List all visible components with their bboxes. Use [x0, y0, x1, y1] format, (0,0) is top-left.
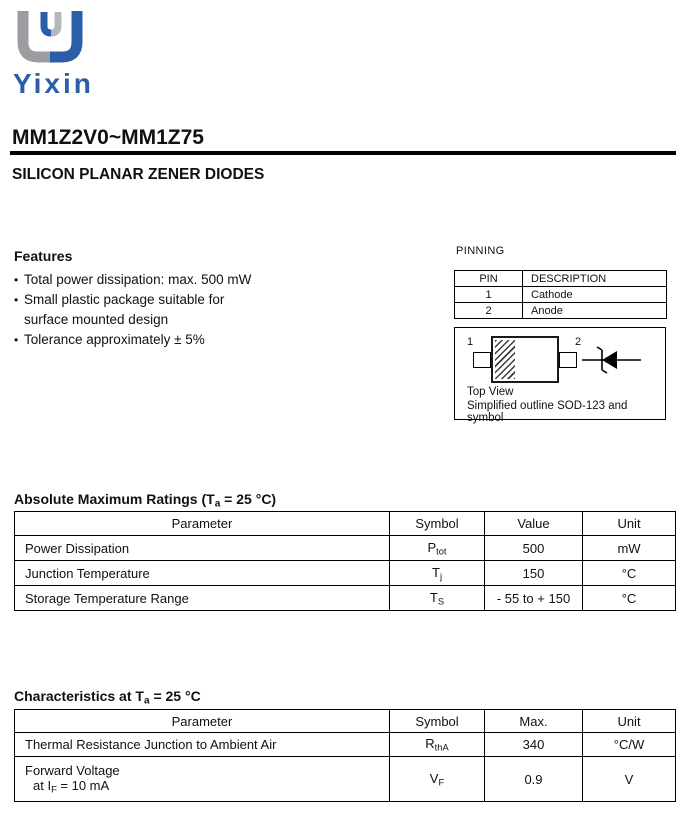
- col-header-unit: Unit: [583, 512, 676, 536]
- pinning-header-description: DESCRIPTION: [523, 271, 667, 287]
- feature-item: [14, 330, 251, 350]
- pin-description-cell: Cathode: [523, 287, 667, 303]
- parameter-cell: [15, 757, 390, 802]
- bullet-icon: •: [14, 273, 19, 287]
- unit-cell: °C: [583, 561, 676, 586]
- col-header-symbol: Symbol: [390, 710, 485, 733]
- title-divider-rule: [10, 151, 676, 155]
- table-row: [455, 303, 667, 319]
- document-subtitle: SILICON PLANAR ZENER DIODES: [12, 166, 265, 183]
- unit-cell: mW: [583, 536, 676, 561]
- col-header-unit: Unit: [583, 710, 676, 733]
- unit-cell: °C/W: [583, 733, 676, 757]
- figure-caption-top-view: Top View: [467, 386, 514, 398]
- brand-logo-u-icon: [8, 6, 92, 68]
- col-header-parameter: Parameter: [15, 512, 390, 536]
- feature-item: [14, 290, 251, 310]
- abs-max-heading: Absolute Maximum Ratings ($T_a = 25$ °C): [14, 491, 277, 510]
- logo-inner-left-blue: [44, 12, 51, 33]
- characteristics-table: [14, 709, 676, 802]
- table-row: [15, 733, 676, 757]
- value-cell: 150: [485, 561, 583, 586]
- parameter-line2: at $I_F = 10$ mA: [33, 778, 110, 795]
- table-row: [455, 287, 667, 303]
- parameter-line1: Forward Voltage: [25, 763, 120, 779]
- symbol-cell: $V_F$: [390, 757, 485, 802]
- value-cell: - 55 to + 150: [485, 586, 583, 611]
- pinning-section-label: PINNING: [456, 245, 505, 257]
- unit-cell: °C: [583, 586, 676, 611]
- characteristics-header-row: [15, 710, 676, 733]
- bullet-icon: •: [14, 293, 19, 307]
- table-row: [15, 586, 676, 611]
- feature-text: Total power dissipation: max. 500 mW: [24, 272, 252, 287]
- package-lead-left: [473, 352, 491, 368]
- symbol-cell: $T_S$: [390, 586, 485, 611]
- value-cell: 500: [485, 536, 583, 561]
- pinning-header-pin: PIN: [455, 271, 523, 287]
- pin-number-cell: 1: [455, 287, 523, 303]
- parameter-cell: Junction Temperature: [15, 561, 390, 586]
- table-row: [15, 561, 676, 586]
- feature-item: [14, 270, 251, 290]
- cathode-band-hatch: [495, 340, 515, 379]
- logo-inner-right-gray: [51, 12, 58, 33]
- brand-name: Yixin: [13, 68, 94, 99]
- parameter-cell: Storage Temperature Range: [15, 586, 390, 611]
- symbol-cell: $P_{tot}$: [390, 536, 485, 561]
- figure-pin1-label: 1: [467, 336, 474, 348]
- features-list: [14, 270, 251, 350]
- value-cell: 0.9: [485, 757, 583, 802]
- pin-number-cell: 2: [455, 303, 523, 319]
- value-cell: 340: [485, 733, 583, 757]
- bullet-icon: •: [14, 333, 19, 347]
- characteristics-heading: Characteristics at $T_a = 25$ °C: [14, 688, 201, 707]
- col-header-max: Max.: [485, 710, 583, 733]
- feature-text: Tolerance approximately ± 5%: [24, 332, 205, 347]
- figure-pin2-label: 2: [575, 336, 582, 348]
- feature-text: Small plastic package suitable for: [24, 292, 225, 307]
- features-heading: Features: [14, 248, 73, 264]
- table-row: [15, 757, 676, 802]
- symbol-cell: $R_{thA}$: [390, 733, 485, 757]
- pin-description-cell: Anode: [523, 303, 667, 319]
- feature-text: surface mounted design: [24, 312, 169, 327]
- zener-diode-symbol-icon: [581, 346, 643, 374]
- part-number-title: MM1Z2V0~MM1Z75: [12, 126, 204, 149]
- unit-cell: V: [583, 757, 676, 802]
- figure-caption-outline: Simplified outline SOD-123 and symbol: [467, 400, 628, 424]
- package-outline-figure: [454, 327, 666, 424]
- abs-max-table: [14, 511, 676, 611]
- symbol-cell: $T_j$: [390, 561, 485, 586]
- package-body: [491, 336, 559, 383]
- package-lead-right: [559, 352, 577, 368]
- col-header-value: Value: [485, 512, 583, 536]
- parameter-cell: Thermal Resistance Junction to Ambient Air: [15, 733, 390, 757]
- pinning-table: [454, 270, 667, 319]
- feature-item-continuation: [14, 310, 251, 330]
- pinning-header-row: [455, 271, 667, 287]
- col-header-parameter: Parameter: [15, 710, 390, 733]
- parameter-cell: Power Dissipation: [15, 536, 390, 561]
- col-header-symbol: Symbol: [390, 512, 485, 536]
- abs-max-header-row: [15, 512, 676, 536]
- table-row: [15, 536, 676, 561]
